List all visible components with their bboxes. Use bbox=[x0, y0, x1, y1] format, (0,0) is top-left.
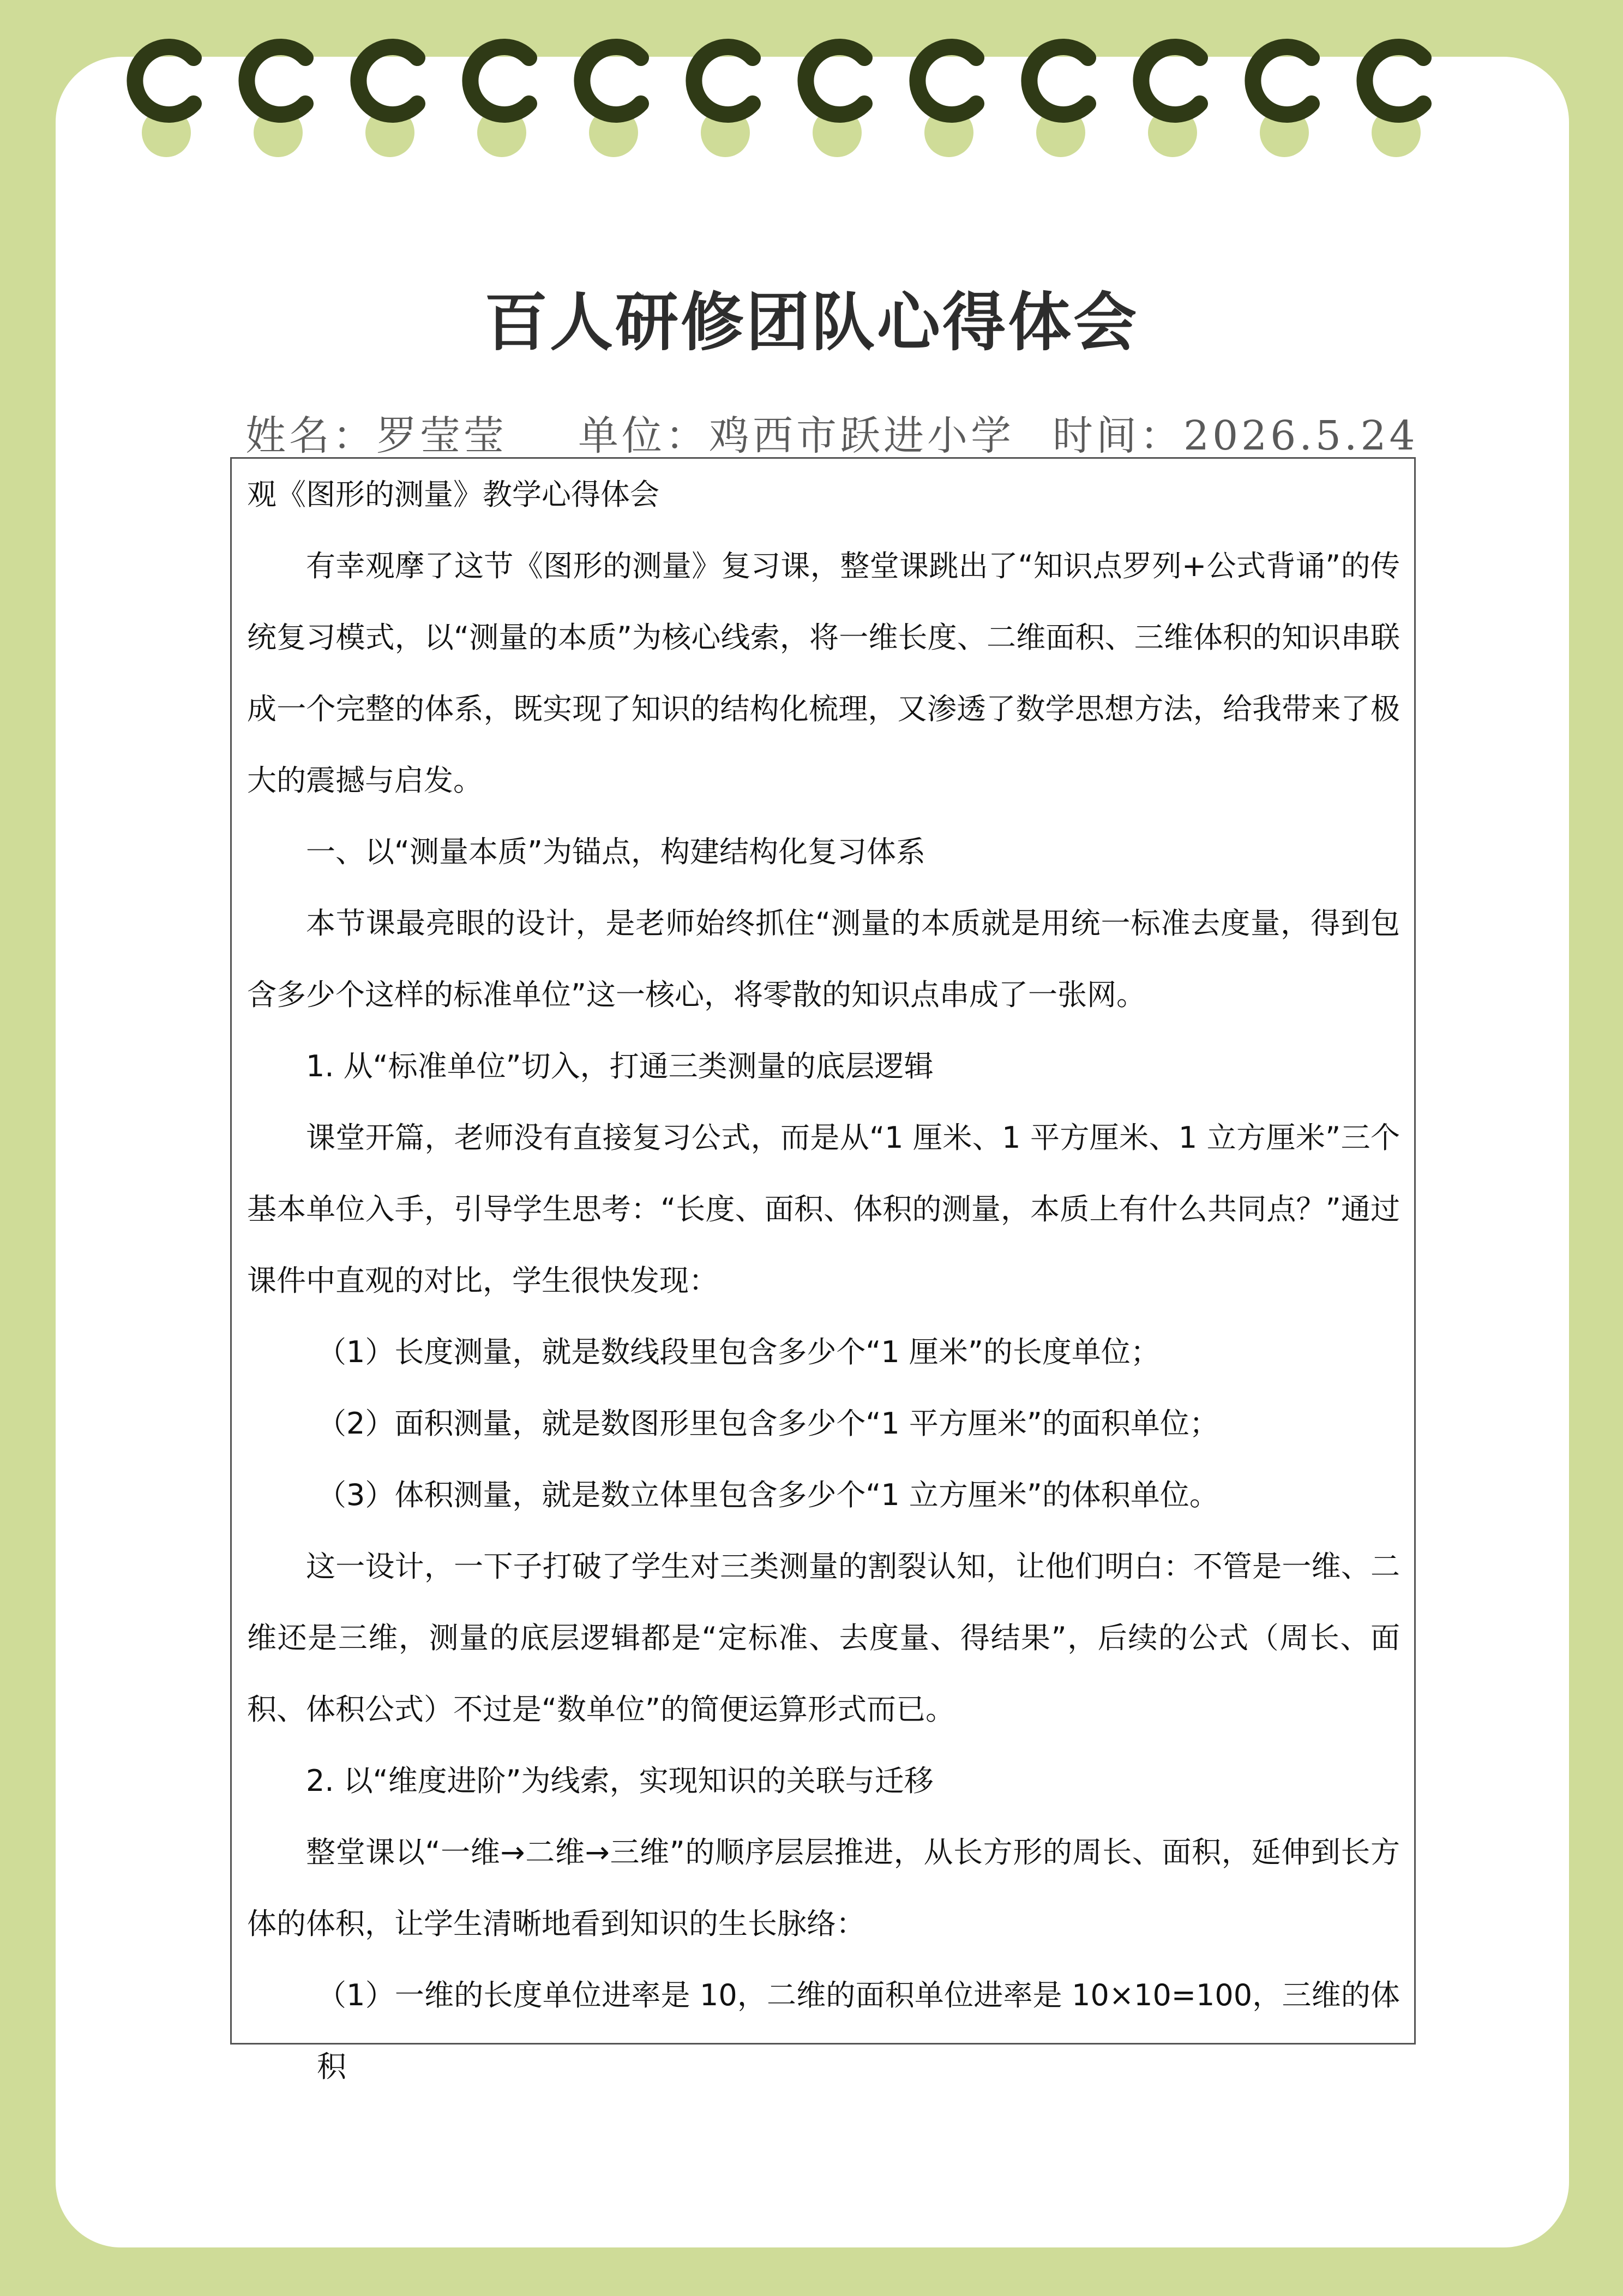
page-title: 百人研修团队心得体会 bbox=[484, 285, 1139, 359]
binding-ring-icon bbox=[1342, 26, 1451, 135]
binding-ring-icon bbox=[112, 26, 221, 135]
essay-title: 观《图形的测量》教学心得体会 bbox=[247, 477, 659, 512]
essay-paragraph: 有幸观摩了这节《图形的测量》复习课，整堂课跳出了“知识点罗列+公式背诵”的传统复习模式，以“测量的本质”为核心线索，将一维长度、二维面积、三维体积的知识串联成一个完整的体系，既实现了知识的结构化梳理，又渗透了数学思想方法，给我带来了极大的震撼与启发。 bbox=[247, 549, 1400, 798]
essay-paragraph: 2. 以“维度进阶”为线索，实现知识的关联与迁移 bbox=[306, 1764, 934, 1798]
essay-paragraph: （1）一维的长度单位进率是 10，二维的面积单位进率是 10×10=100，三维的体积 bbox=[317, 1978, 1400, 2084]
binding-ring-icon bbox=[559, 26, 668, 135]
binding-ring-icon bbox=[447, 26, 556, 135]
date: 时间：2026.5.24 bbox=[1053, 412, 1418, 459]
essay-paragraph: 这一设计，一下子打破了学生对三类测量的割裂认知，让他们明白：不管是一维、二维还是三维，测量的底层逻辑都是“定标准、去度量、得结果”，后续的公式（周长、面积、体积公式）不过是“数单位”的简便运算形式而已。 bbox=[247, 1549, 1400, 1727]
essay-paragraph: 1. 从“标准单位”切入，打通三类测量的底层逻辑 bbox=[306, 1049, 934, 1083]
author-unit: 单位：鸡西市跃进小学 bbox=[578, 412, 1014, 459]
essay-box bbox=[230, 457, 1416, 2084]
binding-ring-icon bbox=[224, 26, 333, 135]
essay-paragraph: 整堂课以“一维→二维→三维”的顺序层层推进，从长方形的周长、面积，延伸到长方体的体积，让学生清晰地看到知识的生长脉络： bbox=[247, 1835, 1400, 1941]
binding-ring-icon bbox=[1230, 26, 1339, 135]
essay-body bbox=[247, 530, 1400, 2102]
binding-rings bbox=[0, 0, 1623, 164]
author-info bbox=[245, 404, 1445, 458]
essay-paragraph: （3）体积测量，就是数立体里包含多少个“1 立方厘米”的体积单位。 bbox=[317, 1478, 1219, 1512]
author-name: 姓名：罗莹莹 bbox=[245, 412, 507, 459]
essay-paragraph: 课堂开篇，老师没有直接复习公式，而是从“1 厘米、1 平方厘米、1 立方厘米”三个基本单位入手，引导学生思考：“长度、面积、体积的测量，本质上有什么共同点？”通过课件中直观的对比，学生很快发现： bbox=[247, 1120, 1400, 1298]
essay-paragraph: （2）面积测量，就是数图形里包含多少个“1 平方厘米”的面积单位； bbox=[317, 1406, 1219, 1441]
binding-ring-icon bbox=[1118, 26, 1227, 135]
essay-paragraph: 本节课最亮眼的设计，是老师始终抓住“测量的本质就是用统一标准去度量，得到包含多少个这样的标准单位”这一核心，将零散的知识点串成了一张网。 bbox=[247, 906, 1400, 1012]
essay-paragraph: （1）长度测量，就是数线段里包含多少个“1 厘米”的长度单位； bbox=[317, 1335, 1160, 1369]
binding-ring-icon bbox=[1006, 26, 1115, 135]
binding-ring-icon bbox=[894, 26, 1003, 135]
binding-ring-icon bbox=[335, 26, 444, 135]
binding-ring-icon bbox=[783, 26, 892, 135]
essay-paragraph: 一、以“测量本质”为锚点，构建结构化复习体系 bbox=[306, 835, 925, 869]
binding-ring-icon bbox=[671, 26, 780, 135]
